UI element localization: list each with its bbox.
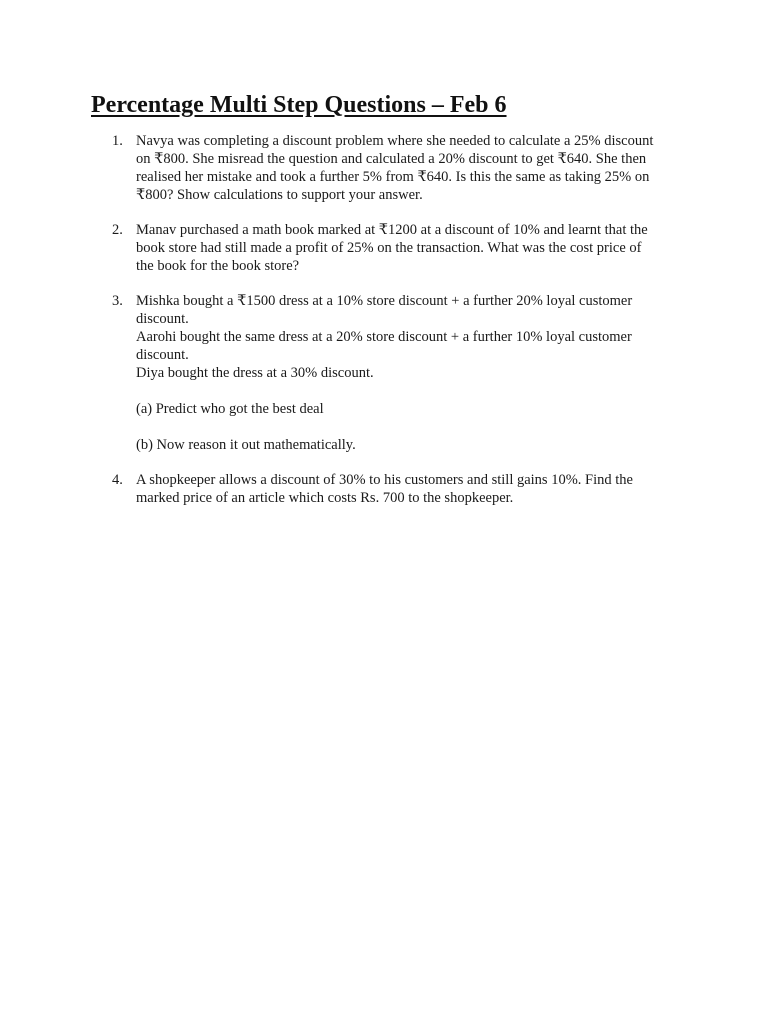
question-text	[136, 132, 672, 204]
question-text	[136, 292, 672, 454]
question-line: discount.	[136, 347, 189, 363]
question-line: Diya bought the dress at a 30% discount.	[136, 365, 374, 381]
question-line: discount.	[136, 311, 189, 327]
question-line: A shopkeeper allows a discount of 30% to his customers and still gains 10%. Find the	[136, 472, 633, 488]
question-number: 3.	[112, 293, 123, 309]
spacer	[136, 418, 672, 436]
page-title: Percentage Multi Step Questions – Feb 6	[91, 92, 507, 118]
question-number: 2.	[112, 222, 123, 238]
question-part-a: (a) Predict who got the best deal	[136, 401, 324, 417]
question-number: 4.	[112, 472, 123, 488]
question-line: Mishka bought a ₹1500 dress at a 10% store discount + a further 20% loyal customer	[136, 293, 633, 309]
question-line: book store had still made a profit of 25% on the transaction. What was the cost price of	[136, 240, 642, 256]
question-line: realised her mistake and took a further 5% from ₹640. Is this the same as taking 25% on	[136, 169, 650, 185]
question-line: marked price of an article which costs Rs. 700 to the shopkeeper.	[136, 490, 514, 506]
spacer	[136, 382, 672, 400]
question-number: 1.	[112, 133, 123, 149]
question-line: the book for the book store?	[136, 258, 300, 274]
question-line: Manav purchased a math book marked at ₹1200 at a discount of 10% and learnt that the	[136, 222, 648, 238]
question-text	[136, 471, 672, 507]
question-part-b: (b) Now reason it out mathematically.	[136, 437, 356, 453]
question-line: ₹800? Show calculations to support your answer.	[136, 187, 423, 203]
question-line: Navya was completing a discount problem where she needed to calculate a 25% discount	[136, 133, 654, 149]
question-line: on ₹800. She misread the question and calculated a 20% discount to get ₹640. She then	[136, 151, 647, 167]
question-line: Aarohi bought the same dress at a 20% store discount + a further 10% loyal customer	[136, 329, 632, 345]
question-text	[136, 221, 672, 275]
